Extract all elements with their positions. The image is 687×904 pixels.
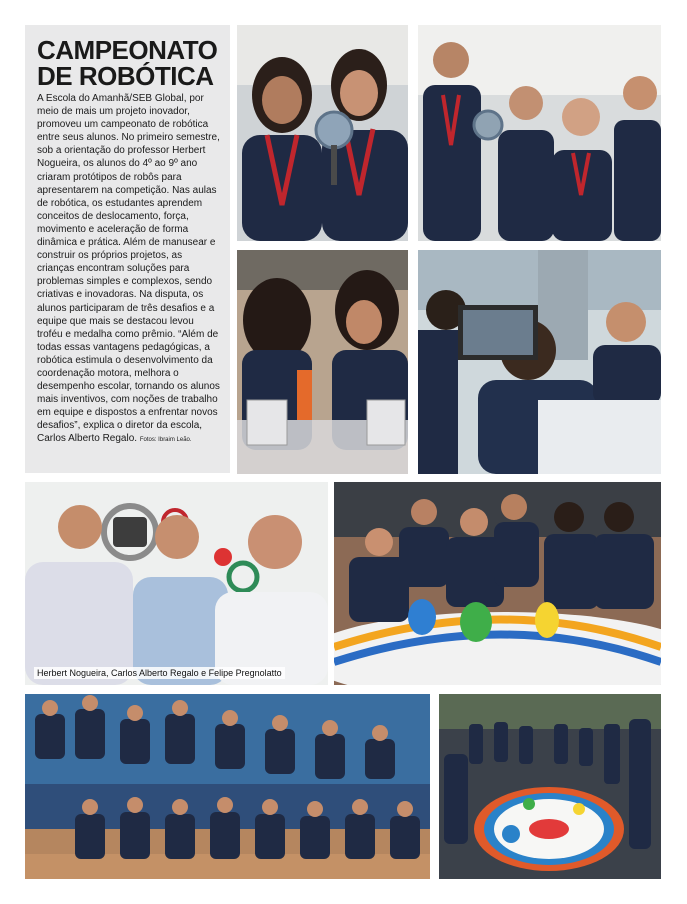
teachers-caption: Herbert Nogueira, Carlos Alberto Regalo e Felipe Pregnolatto — [34, 667, 285, 679]
title-line-1: CAMPEONATO — [37, 35, 218, 65]
article-body — [37, 92, 220, 448]
photo-girls-kit — [237, 250, 408, 474]
photo-bleachers — [25, 694, 430, 879]
photo-credit: Fotos: Ibraim Leão. — [139, 437, 192, 444]
photo-boys-medals — [418, 25, 661, 241]
article-body-text: A Escola do Amanhã/SEB Global, por meio de mais um projeto inovador, promoveu um campeonato de robótica entre seus alunos. No primeiro semestre, sob a orientação do professor Herbert Nogueira, os alunos do 4º ao 9º ano criaram protótipos de robôs para apresentarem na competição. Nas aulas de robótica, os estudantes aprendem conceitos de deslocamento, força, movimento e aceleração de forma dinâmica e prática. Além de manusear e construir os próprios projetos, as crianças encontram soluções para problemas simples e complexos, sendo criativas e inovadoras. Na disputa, os alunos participaram de três desafios e a equipe que mais se destacou levou troféu e medalha como prêmio. “Além de todas essas vantagens pedagógicas, a robótica estimula o desenvolvimento da coordenação motora, melhora o desempenho escolar, tornando os alunos mais inventivos, com noções de trabalho em equipe e dispostos a enfrentar novos desafios”, explica o diretor da escola, Carlos Alberto Regalo. — [37, 93, 220, 445]
photo-girls-trophy — [237, 25, 408, 241]
article-text-panel — [25, 25, 230, 473]
title-line-2: DE ROBÓTICA — [37, 61, 214, 91]
article-title — [37, 37, 220, 89]
photo-teachers — [25, 482, 328, 685]
photo-robot-arena — [439, 694, 661, 879]
photo-boys-laptop — [418, 250, 661, 474]
photo-students-robots — [334, 482, 661, 685]
